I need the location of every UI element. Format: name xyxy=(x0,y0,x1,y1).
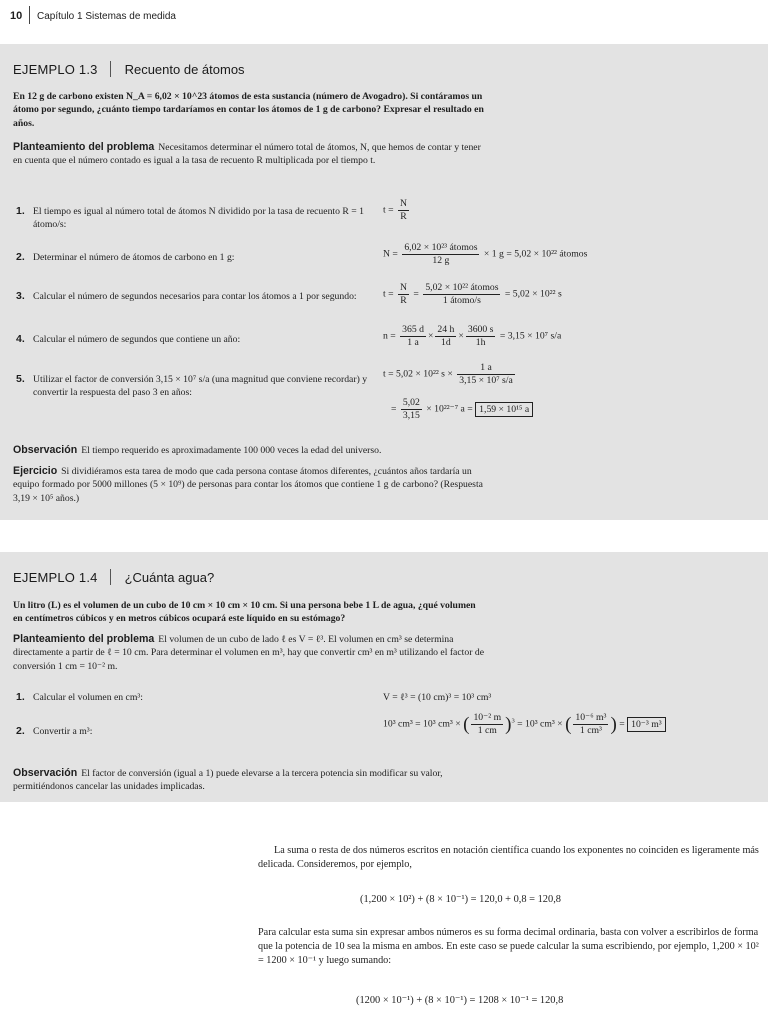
observation-text: El factor de conversión (igual a 1) puede elevarse a la tercera potencia sin modificar su valor, permitiéndonos cancelar las unidades implicadas. xyxy=(13,768,443,793)
example-1-4-box xyxy=(0,552,768,802)
step-text: Calcular el número de segundos que contiene un año: xyxy=(33,334,241,345)
step-4 xyxy=(16,333,368,346)
step-text: El tiempo es igual al número total de átomos N dividido por la tasa de recuento R = 1 átomo/s: xyxy=(33,206,364,230)
step-number: 5. xyxy=(16,373,25,385)
title-divider xyxy=(110,61,111,77)
example-title xyxy=(13,569,214,585)
exercise-text: Si dividiéramos esta tarea de modo que cada persona contase átomos diferentes, ¿cuántos años tardaría un equipo formado por 5000 millones (5 × 10⁹) de personas para contar los átomos que contiene 1 g de carbono? (Respuesta 3,19 × 10⁵ años.) xyxy=(13,466,483,504)
planning-text: El volumen de un cubo de lado ℓ es V = ℓ³. El volumen en cm³ se determina directamente a partir de ℓ = 10 cm. Para determinar el volumen en m³, hay que convertir cm³ en m³ utilizando el factor de conversión 1 cm = 10⁻² m. xyxy=(13,634,484,672)
math-example-1: (1,200 × 10²) + (8 × 10⁻¹) = 120,0 + 0,8 = 120,8 xyxy=(360,894,561,905)
paren-open: ( xyxy=(565,714,572,735)
equation-4: n = $\frac{365 d}{1 a}$ × $\frac{24 h}{1d}$ × $\frac{3600 s}{1h}$ = 3,15 × 10⁷ s/a xyxy=(383,324,562,348)
equation-3 xyxy=(383,282,562,307)
fraction: $\frac{N}{R}$ xyxy=(400,282,407,306)
eq-lhs: N = xyxy=(383,248,398,260)
observation-label: Observación xyxy=(13,767,78,779)
step-text: Utilizar el factor de conversión 3,15 × 10⁷ s/a (una magnitud que conviene recordar) y convertir la respuesta del paso 3 en años: xyxy=(33,374,368,398)
fraction: $\frac{N}{R}$ xyxy=(400,198,407,222)
eq-result: × 1 g = 5,02 × 10²² átomos xyxy=(483,248,588,260)
step-2 xyxy=(16,251,368,264)
eq-result: = 5,02 × 10²² s xyxy=(504,288,562,300)
example-1-3-box xyxy=(0,44,768,520)
eq-lhs: 10³ cm³ = 10³ cm³ × xyxy=(383,718,461,730)
cube-exponent: 3 xyxy=(511,717,515,725)
observation xyxy=(13,767,485,794)
equation-2 xyxy=(383,242,587,267)
chapter-title: Capítulo 1 Sistemas de medida xyxy=(37,11,176,22)
equation-2: 10³ cm³ = 10³ cm³ × ( $\frac{\text{10⁻² m}}{1 cm}$ )$^3$ = 10³ cm³ × ( $\frac{\text{10⁻⁶ m³}}{\text{1 cm³}}$ ) = 10⁻³ m³ xyxy=(383,712,666,737)
step-text: Determinar el número de átomos de carbono en 1 g: xyxy=(33,252,235,263)
observation-label: Observación xyxy=(13,444,78,456)
observation xyxy=(13,444,485,457)
body-text xyxy=(258,844,764,872)
step-5 xyxy=(16,373,368,399)
step-number: 3. xyxy=(16,290,25,302)
step-text: Convertir a m³: xyxy=(33,726,93,737)
step-number: 1. xyxy=(16,691,25,703)
problem-planning xyxy=(13,633,485,673)
fraction: $\frac{\text{10⁻² m}}{1 cm}$ xyxy=(473,712,502,736)
fraction: $\frac{\text{10⁻⁶ m³}}{\text{1 cm³}}$ xyxy=(575,712,607,736)
equation-1: V = ℓ³ = (10 cm)³ = 10³ cm³ xyxy=(383,692,492,703)
fraction: $\frac{\text{6,02 × 10²³ átomos}}{12 g}$ xyxy=(404,242,478,266)
fraction: $\frac{5,02}{3,15}$ xyxy=(402,397,420,421)
eq-lhs: t = xyxy=(383,288,394,300)
fraction: $\frac{3600 s}{1h}$ xyxy=(467,324,494,348)
math-example-2: (1200 × 10⁻¹) + (8 × 10⁻¹) = 1208 × 10⁻¹ = 120,8 xyxy=(356,995,564,1006)
step-3 xyxy=(16,290,368,303)
paren-close: ) xyxy=(610,714,617,735)
paragraph-1: La suma o resta de dos números escritos en notación científica cuando los exponentes no coinciden es ligeramente más delicada. Consideremos, por ejemplo, xyxy=(258,845,759,871)
fraction: $\frac{1 a}{\text{3,15 × 10⁷ s/a}}$ xyxy=(459,362,513,386)
paren-open: ( xyxy=(463,714,470,735)
exercise-label: Ejercicio xyxy=(13,465,58,477)
fraction: $\frac{24 h}{1d}$ xyxy=(437,324,455,348)
eq-lhs: n = xyxy=(383,330,396,342)
page-number: 10 xyxy=(10,10,23,22)
equation-1 xyxy=(383,198,411,223)
planning-label: Planteamiento del problema xyxy=(13,141,155,153)
step-number: 4. xyxy=(16,333,25,345)
equation-5b xyxy=(391,397,533,422)
eq-sign: = xyxy=(413,288,419,300)
example-statement: Un litro (L) es el volumen de un cubo de 10 cm × 10 cm × 10 cm. Si una persona bebe 1 L de agua, ¿qué volumen en centímetros cúbicos y en metros cúbicos ocupará este líquido en su estómago? xyxy=(13,600,476,625)
step-number: 2. xyxy=(16,725,25,737)
step-text: Calcular el volumen en cm³: xyxy=(33,692,143,703)
eq-mid: × 10²²⁻⁷ a = xyxy=(426,403,473,415)
fraction: $\frac{\text{5,02 × 10²² átomos}}{\text{1 átomo/s}}$ xyxy=(425,282,499,306)
eq-mid: = 10³ cm³ × xyxy=(517,718,563,730)
step-number: 2. xyxy=(16,251,25,263)
title-divider xyxy=(110,569,111,585)
step-number: 1. xyxy=(16,205,25,217)
problem-planning xyxy=(13,141,485,168)
example-label: EJEMPLO 1.3 xyxy=(13,62,98,77)
body-text-2 xyxy=(258,926,764,969)
eq-lhs: t = 5,02 × 10²² s × xyxy=(383,368,453,380)
header-divider xyxy=(29,6,30,24)
paragraph-2: Para calcular esta suma sin expresar ambos números es su forma decimal ordinaria, basta con volver a escribirlos de forma que la potencia de 10 sea la misma en ambos. En este caso se puede calcular la suma escribiendo, por ejemplo, 1,200 × 10² = 1200 × 10⁻¹ y luego sumando: xyxy=(258,927,759,967)
planning-text: Necesitamos determinar el número total de átomos, N, que hemos de contar y tener en cuenta que el número contado es igual a la tasa de recuento R multiplicada por el tiempo t. xyxy=(13,142,481,167)
example-heading: ¿Cuánta agua? xyxy=(124,570,215,585)
planning-label: Planteamiento del problema xyxy=(13,633,155,645)
step-1 xyxy=(16,205,368,231)
example-title xyxy=(13,61,245,77)
equation-5a xyxy=(383,362,517,387)
step-1 xyxy=(16,691,368,704)
example-statement: En 12 g de carbono existen N_A = 6,02 × 10^23 átomos de esta sustancia (número de Avogadro). Si contáramos un átomo por segundo, ¿cuánto tiempo tardaríamos en contar los átomos de 1 g de carbono? Expresar el resultado en años. xyxy=(13,91,484,129)
paren-close: ) xyxy=(505,714,512,735)
fraction: $\frac{365 d}{1 a}$ xyxy=(402,324,424,348)
exercise xyxy=(13,465,485,505)
page-header xyxy=(0,0,768,40)
example-label: EJEMPLO 1.4 xyxy=(13,570,98,585)
final-answer: 10⁻³ m³ xyxy=(627,717,666,732)
eq-sign: = xyxy=(391,403,397,415)
eq-result: = 3,15 × 10⁷ s/a xyxy=(499,330,562,342)
example-heading: Recuento de átomos xyxy=(124,62,245,77)
eq-lhs: t = xyxy=(383,204,394,216)
step-text: Calcular el número de segundos necesarios para contar los átomos a 1 por segundo: xyxy=(33,291,357,302)
final-answer: 1,59 × 10¹⁵ a xyxy=(475,402,533,417)
step-2 xyxy=(16,725,368,738)
observation-text: El tiempo requerido es aproximadamente 100 000 veces la edad del universo. xyxy=(81,445,382,456)
